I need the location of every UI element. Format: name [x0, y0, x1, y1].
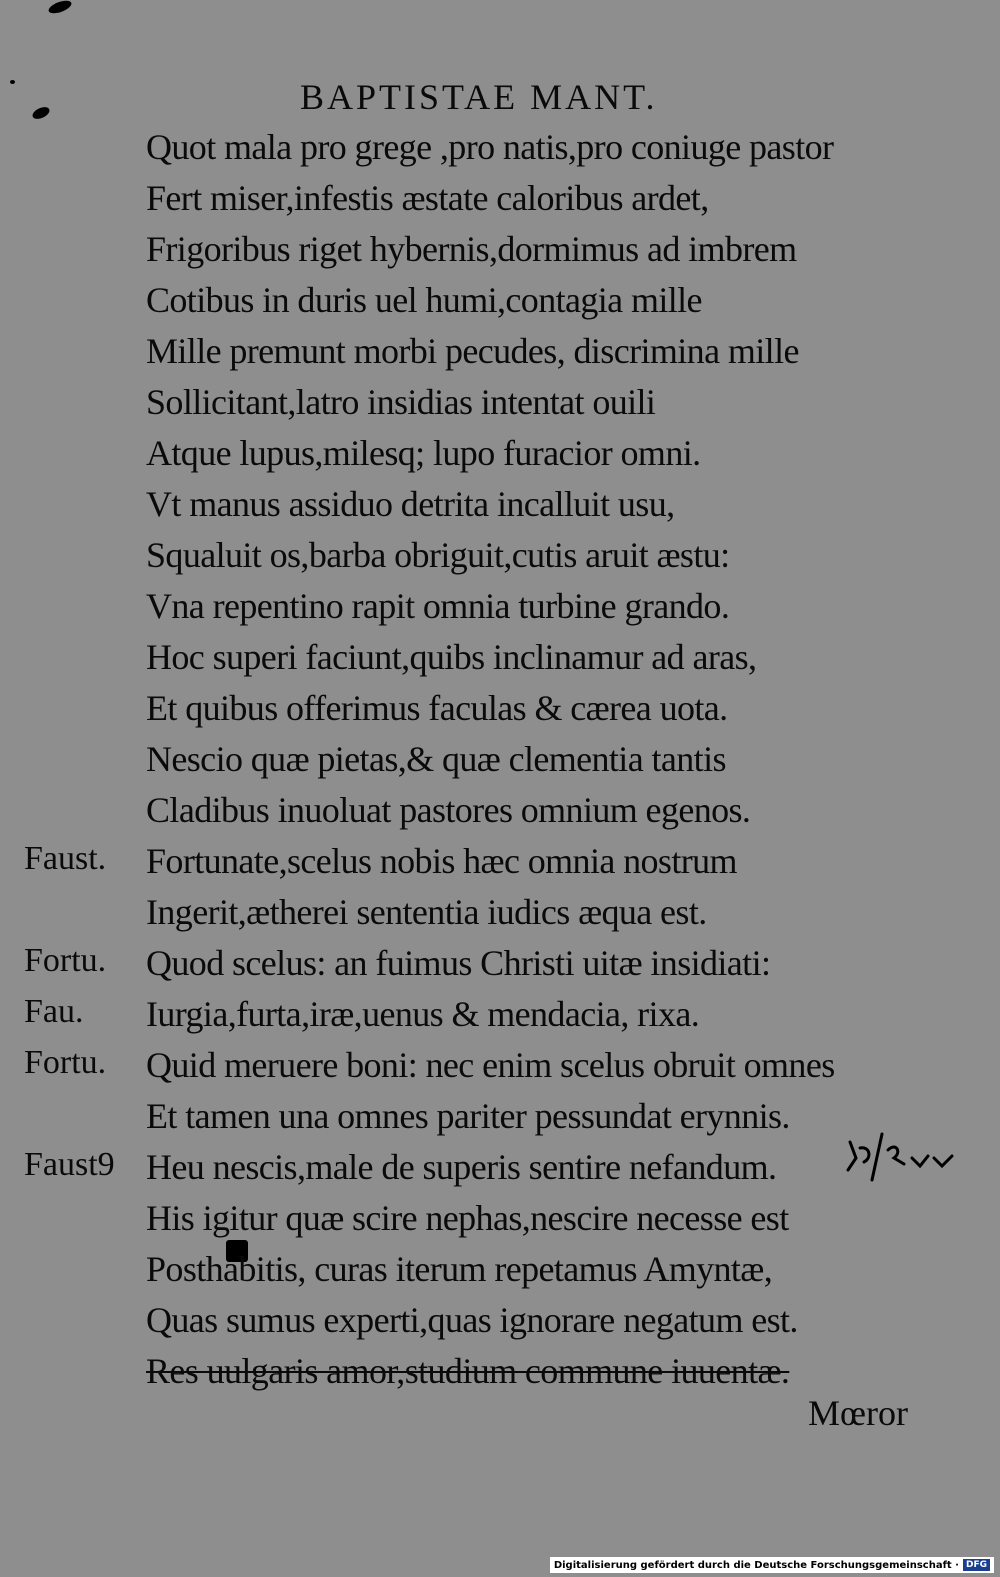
- verse-text: Posthabitis, curas iterum repetamus Amyntæ,: [146, 1249, 773, 1289]
- verse-line: [0, 126, 1000, 177]
- verse-line: [0, 840, 1000, 891]
- verse-line: [0, 636, 1000, 687]
- verse-text: Quas sumus experti,quas ignorare negatum est.: [146, 1300, 798, 1340]
- dfg-logo: DFG: [963, 1559, 990, 1571]
- verse-text: Mille premunt morbi pecudes, discrimina mille: [146, 331, 799, 371]
- verse-line: [0, 534, 1000, 585]
- verse-text: Heu nescis,male de superis sentire nefandum.: [146, 1147, 777, 1187]
- digitization-credit: [550, 1557, 994, 1573]
- verse-line: [0, 993, 1000, 1044]
- verse-text: Vt manus assiduo detrita incalluit usu,: [146, 484, 675, 524]
- verse-text: Sollicitant,latro insidias intentat ouili: [146, 382, 656, 422]
- verse-text: Et quibus offerimus faculas & cærea uota.: [146, 688, 728, 728]
- speaker-label: Faust9: [24, 1146, 115, 1183]
- verse-line: [0, 942, 1000, 993]
- verse-line: [0, 738, 1000, 789]
- verse-line: [0, 1044, 1000, 1095]
- verse-text: Ingerit,ætherei sententia iudics æqua est.: [146, 892, 707, 932]
- verse-text: Hoc superi faciunt,quibs inclinamur ad aras,: [146, 637, 757, 677]
- verse-text: Squaluit os,barba obriguit,cutis aruit æstu:: [146, 535, 730, 575]
- verse-text: Et tamen una omnes pariter pessundat erynnis.: [146, 1096, 790, 1136]
- verse-text: Fortunate,scelus nobis hæc omnia nostrum: [146, 841, 737, 881]
- verse-line: [0, 279, 1000, 330]
- speaker-label: Fortu.: [24, 942, 107, 979]
- verse-line: [0, 381, 1000, 432]
- verse-text: Cladibus inuoluat pastores omnium egenos.: [146, 790, 751, 830]
- verse-text: Cotibus in duris uel humi,contagia mille: [146, 280, 702, 320]
- verse-text: Quot mala pro grege ,pro natis,pro coniuge pastor: [146, 127, 834, 167]
- credit-text: Digitalisierung gefördert durch die Deutsche Forschungsgemeinschaft ·: [553, 1559, 959, 1571]
- ink-blot: [47, 0, 73, 16]
- verse-text: Nescio quæ pietas,& quæ clementia tantis: [146, 739, 726, 779]
- verse-line: [0, 483, 1000, 534]
- verse-text: Fert miser,infestis æstate caloribus ardet,: [146, 178, 709, 218]
- catchword: Mœror: [808, 1393, 908, 1433]
- speaker-label: Fortu.: [24, 1044, 107, 1081]
- verse-line: [0, 330, 1000, 381]
- ink-blot: [31, 105, 52, 122]
- verse-text: His igitur quæ scire nephas,nescire necesse est: [146, 1198, 789, 1238]
- verse-line: [0, 585, 1000, 636]
- running-head: BAPTISTAE MANT.: [300, 77, 658, 117]
- verse-text: Atque lupus,milesq; lupo furacior omni.: [146, 433, 701, 473]
- verse-line: [0, 891, 1000, 942]
- verse-line: [0, 432, 1000, 483]
- verse-text: Res uulgaris amor,studium commune iuuentæ.: [146, 1351, 790, 1391]
- verse-text: Vna repentino rapit omnia turbine grando.: [146, 586, 730, 626]
- speaker-label: Faust.: [24, 840, 107, 877]
- verse-line: [0, 177, 1000, 228]
- verse-line: [0, 687, 1000, 738]
- verse-line: [0, 789, 1000, 840]
- verse-text: Quod scelus: an fuimus Christi uitæ insidiati:: [146, 943, 771, 983]
- handwritten-annotation: [842, 1128, 972, 1188]
- verse-line: [0, 1197, 1000, 1248]
- verse-text: Frigoribus riget hybernis,dormimus ad imbrem: [146, 229, 797, 269]
- verse-text: Quid meruere boni: nec enim scelus obruit omnes: [146, 1045, 835, 1085]
- verse-text: Iurgia,furta,iræ,uenus & mendacia, rixa.: [146, 994, 700, 1034]
- verse-line: [0, 1248, 1000, 1299]
- verse-line: [0, 1299, 1000, 1350]
- verse-line: [0, 228, 1000, 279]
- ink-speck: [10, 80, 15, 84]
- speaker-label: Fau.: [24, 993, 84, 1030]
